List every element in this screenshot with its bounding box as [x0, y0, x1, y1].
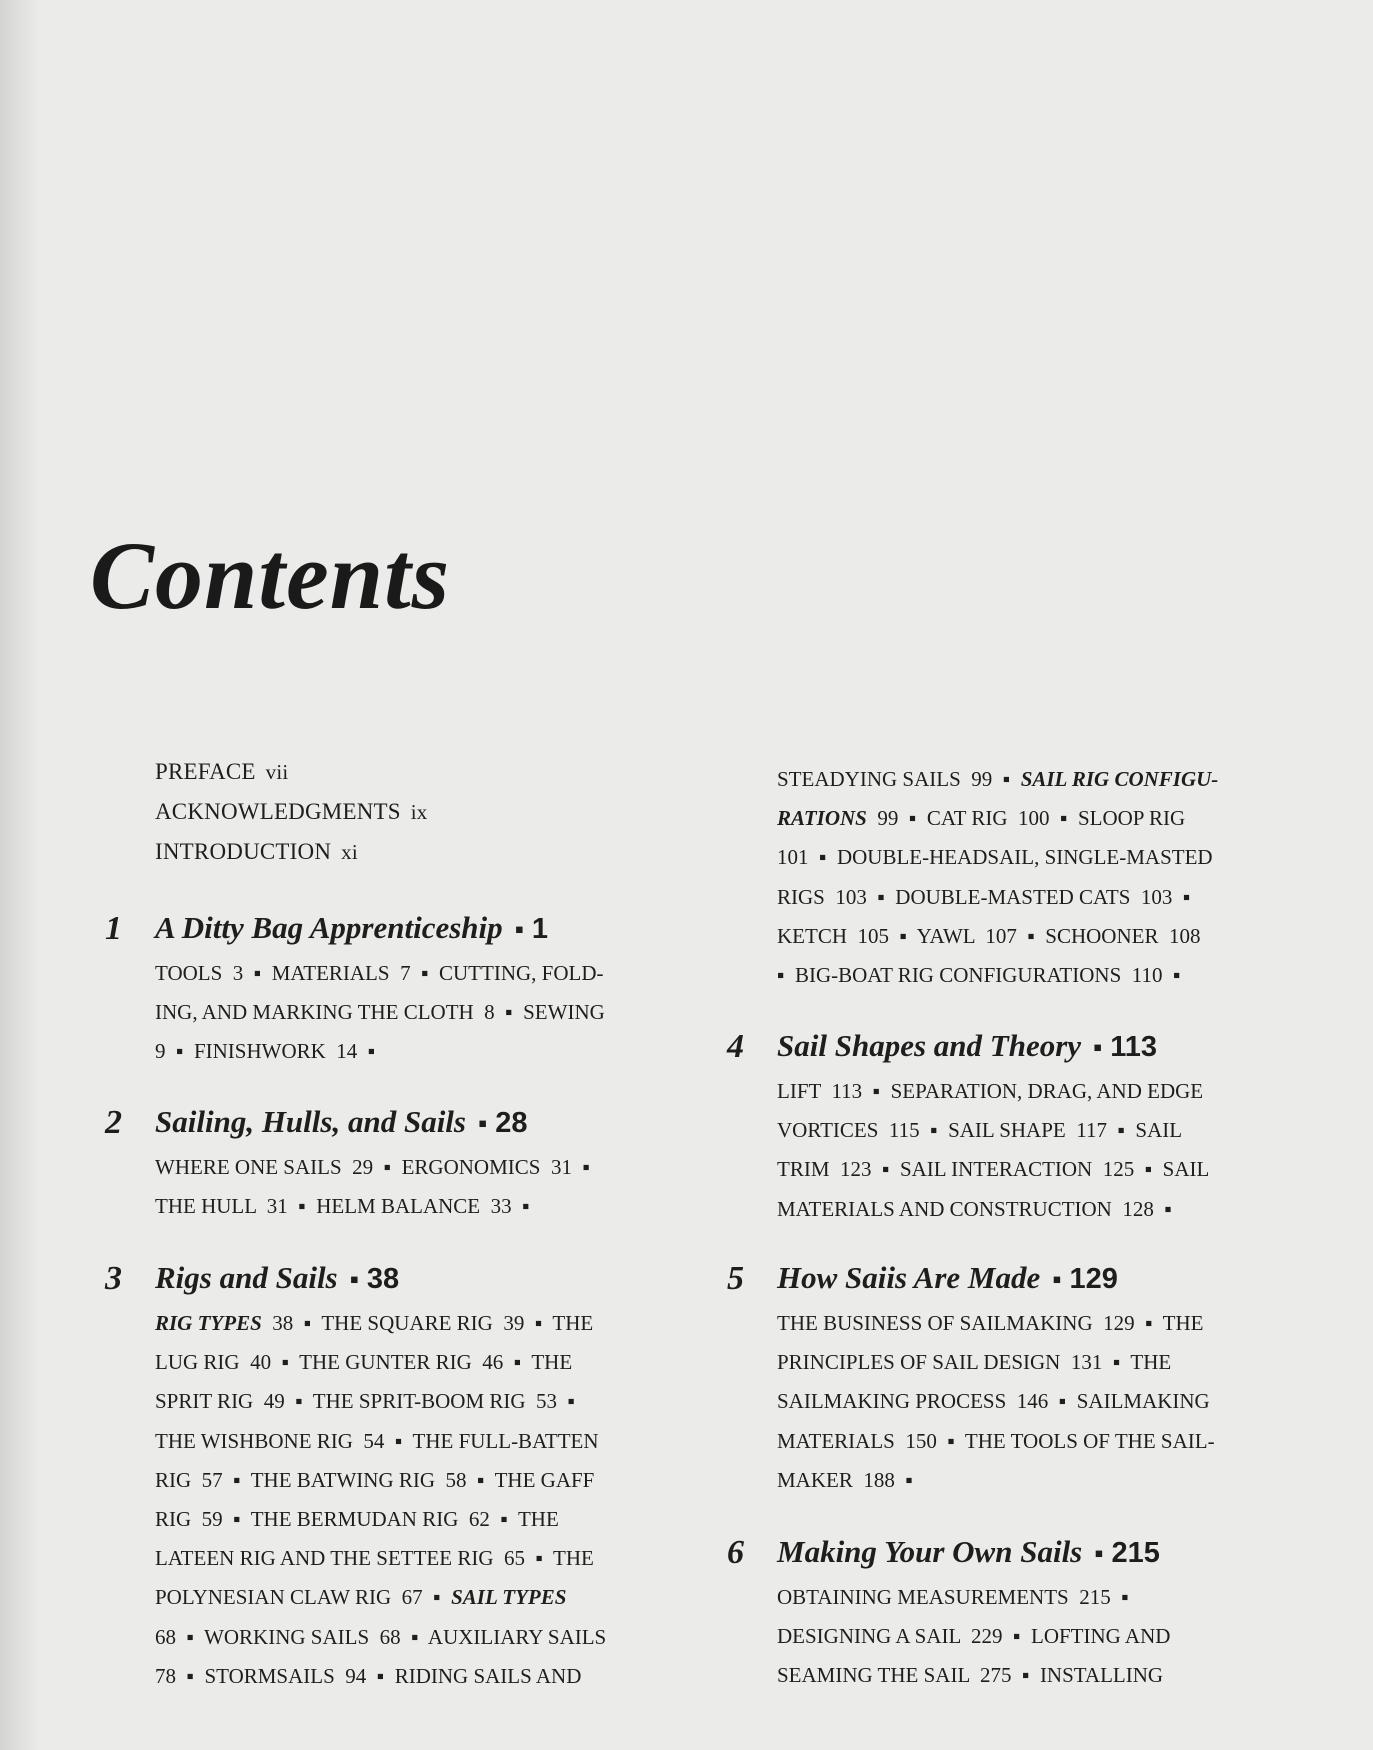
entry-line: 101 ▪ DOUBLE-HEADSAIL, SINGLE-MASTED: [777, 845, 1213, 870]
front-matter-page: xi: [341, 840, 358, 864]
bullet-separator: ▪: [514, 915, 524, 944]
chapter-5: [727, 1260, 1297, 1500]
chapter-number: 2: [105, 1104, 122, 1141]
chapter-number: 3: [105, 1260, 122, 1297]
chapter-number: 1: [105, 910, 122, 947]
entry-line: RIGS 103 ▪ DOUBLE-MASTED CATS 103 ▪: [777, 884, 1191, 909]
chapter-number: 4: [727, 1028, 744, 1065]
chapter-6: [727, 1534, 1297, 1696]
chapter-title: Making Your Own Sails: [777, 1534, 1083, 1569]
chapter-heading[interactable]: [105, 1260, 675, 1304]
entry-line: [777, 799, 1297, 838]
chapter-heading[interactable]: [727, 1260, 1297, 1304]
entry-line: [777, 760, 1297, 799]
chapter-title: Sailing, Hulls, and Sails: [155, 1104, 466, 1139]
entry-line: LUG RIG 40 ▪ THE GUNTER RIG 46 ▪ THE: [155, 1350, 573, 1375]
entry-line: 68 ▪ WORKING SAILS 68 ▪ AUXILIARY SAILS: [155, 1624, 607, 1649]
chapter-heading[interactable]: [105, 1104, 675, 1148]
chapter-entries: [777, 760, 1297, 995]
chapter-entries: [777, 1578, 1297, 1696]
bullet-separator: ▪: [1052, 1265, 1062, 1294]
chapter-3: [105, 1260, 675, 1696]
entry-line: RIG 59 ▪ THE BERMUDAN RIG 62 ▪ THE: [155, 1506, 559, 1531]
chapter-entries: [777, 1072, 1297, 1229]
entry-line: SAILMAKING PROCESS 146 ▪ SAILMAKING: [777, 1389, 1210, 1414]
entry-line: ING, AND MARKING THE CLOTH 8 ▪ SEWING: [155, 1000, 605, 1025]
bullet-separator: ▪: [1094, 1539, 1104, 1568]
entry-line: MAKER 188 ▪: [777, 1467, 913, 1492]
page-edge-shadow: [0, 0, 40, 1750]
chapter-3-continuation: [777, 760, 1297, 995]
entry-text: POLYNESIAN CLAW RIG 67 ▪: [155, 1585, 452, 1610]
entry-text: STEADYING SAILS 99 ▪: [777, 767, 1021, 791]
entry-line: VORTICES 115 ▪ SAIL SHAPE 117 ▪ SAIL: [777, 1118, 1183, 1143]
front-matter-acknowledgments[interactable]: [155, 792, 428, 832]
chapter-entries: [155, 954, 675, 1072]
entry-line: THE BUSINESS OF SAILMAKING 129 ▪ THE: [777, 1311, 1204, 1335]
entry-line: LATEEN RIG AND THE SETTEE RIG 65 ▪ THE: [155, 1546, 594, 1571]
front-matter-label: INTRODUCTION: [155, 839, 332, 864]
entry-line: THE HULL 31 ▪ HELM BALANCE 33 ▪: [155, 1194, 530, 1219]
entry-line: ▪ BIG-BOAT RIG CONFIGURATIONS 110 ▪: [777, 962, 1181, 987]
section-heading-italic: SAIL TYPES: [451, 1585, 567, 1610]
chapter-entries: [155, 1148, 675, 1226]
front-matter-label: PREFACE: [155, 759, 256, 784]
entry-line: LIFT 113 ▪ SEPARATION, DRAG, AND EDGE: [777, 1079, 1204, 1103]
chapter-heading[interactable]: [727, 1534, 1297, 1578]
section-heading-italic: RATIONS: [777, 806, 867, 831]
chapter-2: [105, 1104, 675, 1226]
entry-line: MATERIALS AND CONSTRUCTION 128 ▪: [777, 1196, 1172, 1221]
entry-line: DESIGNING A SAIL 229 ▪ LOFTING AND: [777, 1624, 1171, 1649]
front-matter-page: ix: [410, 800, 428, 824]
entry-line: WHERE ONE SAILS 29 ▪ ERGONOMICS 31 ▪: [155, 1155, 590, 1179]
chapter-title: Sail Shapes and Theory: [777, 1028, 1082, 1063]
entry-line: TRIM 123 ▪ SAIL INTERACTION 125 ▪ SAIL: [777, 1157, 1210, 1182]
chapter-heading[interactable]: [105, 910, 675, 954]
chapter-heading[interactable]: [727, 1028, 1297, 1072]
bullet-separator: ▪: [349, 1265, 359, 1294]
front-matter-label: ACKNOWLEDGMENTS: [155, 799, 401, 824]
entry-line: RIG 57 ▪ THE BATWING RIG 58 ▪ THE GAFF: [155, 1467, 595, 1492]
entry-line: MATERIALS 150 ▪ THE TOOLS OF THE SAIL-: [777, 1428, 1215, 1453]
entry-line: KETCH 105 ▪ YAWL 107 ▪ SCHOONER 108: [777, 923, 1201, 948]
chapter-page: 38: [366, 1263, 400, 1295]
bullet-separator: ▪: [477, 1109, 488, 1138]
section-heading-italic: RIG TYPES: [155, 1311, 262, 1335]
chapter-title: A Ditty Bag Apprenticeship: [155, 910, 503, 945]
chapter-page: 215: [1111, 1537, 1160, 1569]
entry-line: THE WISHBONE RIG 54 ▪ THE FULL-BATTEN: [155, 1428, 599, 1453]
chapter-page: 28: [495, 1107, 528, 1139]
chapter-number: 5: [727, 1260, 744, 1297]
entry-text: 38 ▪ THE SQUARE RIG 39 ▪ THE: [261, 1311, 594, 1335]
entry-line: 78 ▪ STORMSAILS 94 ▪ RIDING SAILS AND: [155, 1663, 582, 1688]
chapter-number: 6: [727, 1534, 744, 1571]
chapter-page: 1: [531, 913, 548, 945]
front-matter-introduction[interactable]: [155, 832, 428, 872]
chapter-4: [727, 1028, 1297, 1229]
entry-text: 99 ▪ CAT RIG 100 ▪ SLOOP RIG: [866, 806, 1186, 831]
entry-line: TOOLS 3 ▪ MATERIALS 7 ▪ CUTTING, FOLD-: [155, 961, 604, 985]
entry-line: [155, 1304, 675, 1343]
chapter-1: [105, 910, 675, 1072]
front-matter-page: vii: [265, 760, 289, 784]
chapter-entries: [155, 1304, 675, 1696]
entry-line: SEAMING THE SAIL 275 ▪ INSTALLING: [777, 1663, 1164, 1688]
front-matter-list: [155, 752, 428, 872]
chapter-title: Rigs and Sails: [155, 1260, 338, 1295]
front-matter-preface[interactable]: [155, 752, 428, 792]
chapter-title: How Saiis Are Made: [777, 1260, 1041, 1295]
chapter-entries: [777, 1304, 1297, 1500]
chapter-page: 113: [1110, 1031, 1158, 1063]
chapter-page: 129: [1069, 1263, 1118, 1295]
entry-line: OBTAINING MEASUREMENTS 215 ▪: [777, 1585, 1129, 1609]
entry-line: PRINCIPLES OF SAIL DESIGN 131 ▪ THE: [777, 1350, 1172, 1375]
entry-line: [155, 1578, 675, 1617]
bullet-separator: ▪: [1093, 1033, 1103, 1062]
section-heading-italic: SAIL RIG CONFIGU-: [1020, 767, 1219, 791]
entry-line: SPRIT RIG 49 ▪ THE SPRIT-BOOM RIG 53 ▪: [155, 1389, 575, 1414]
page-title: Contents: [90, 522, 451, 629]
entry-line: 9 ▪ FINISHWORK 14 ▪: [155, 1039, 376, 1064]
